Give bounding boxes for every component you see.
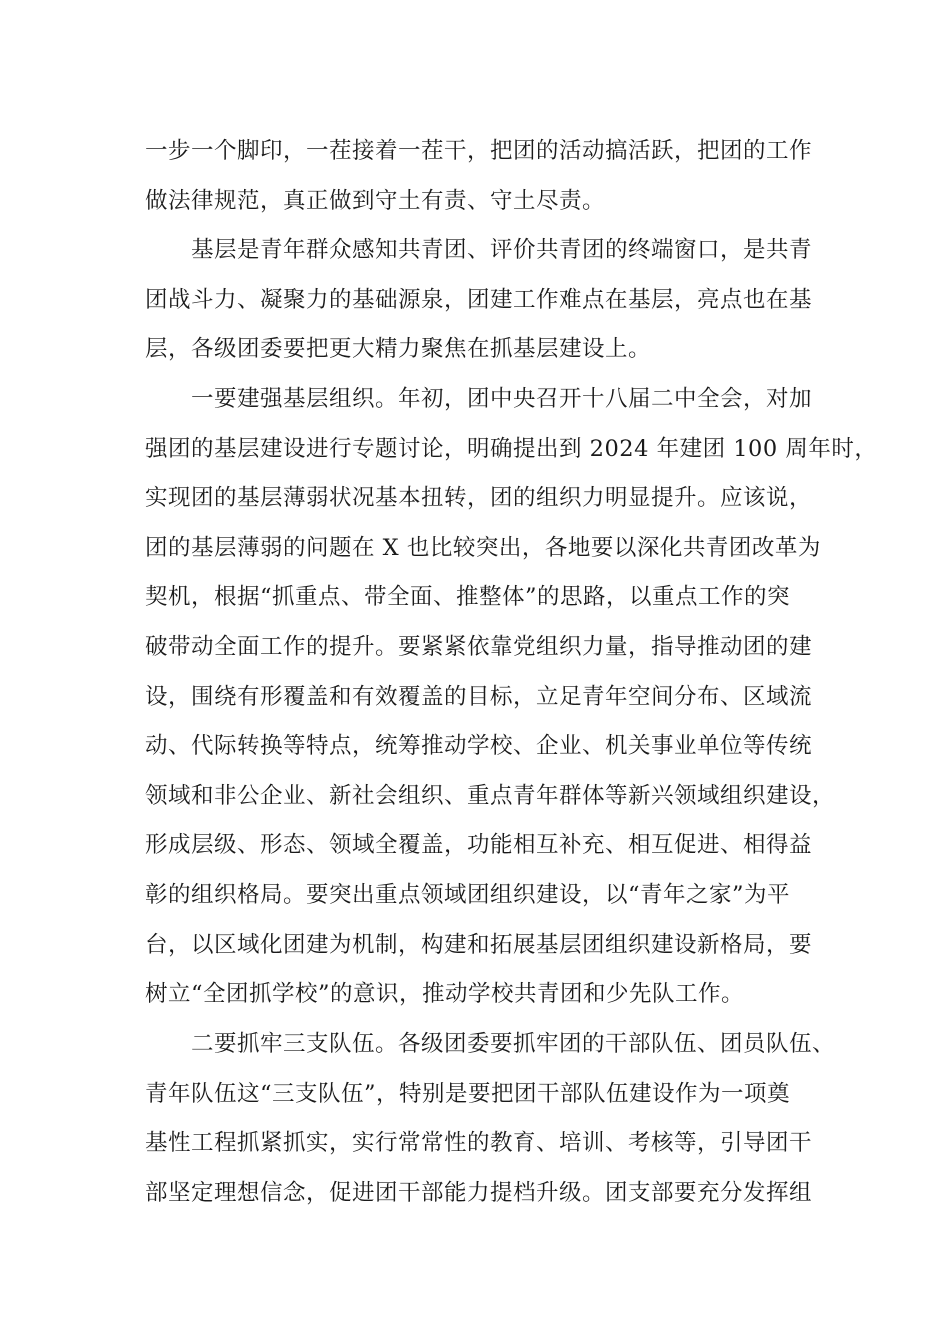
paragraph-line: 团的基层薄弱的问题在 X 也比较突出，各地要以深化共青团改革为 [145, 534, 821, 561]
paragraph-line: 树立“全团抓学校”的意识，推动学校共青团和少先队工作。 [145, 981, 745, 1008]
paragraph-2 [145, 226, 835, 375]
paragraph-line: 破带动全面工作的提升。要紧紧依靠党组织力量，指导推动团的建 [145, 633, 813, 660]
paragraph-line: 部坚定理想信念，促进团干部能力提档升级。团支部要充分发挥组 [145, 1179, 813, 1206]
paragraph-line: 一步一个脚印，一茬接着一茬干，把团的活动搞活跃，把团的工作 [145, 138, 813, 164]
paragraph-line: 领域和非公企业、新社会组织、重点青年群体等新兴领域组织建设， [145, 782, 836, 809]
paragraph-line: 彰的组织格局。要突出重点领域团组织建设，以“青年之家”为平 [145, 881, 791, 908]
paragraph-3 [145, 375, 878, 1020]
paragraph-line: 强团的基层建设进行专题讨论，明确提出到 2024 年建团 100 周年时， [145, 435, 878, 462]
paragraph-line: 基层是青年群众感知共青团、评价共青团的终端窗口，是共青 [191, 237, 813, 263]
paragraph-line: 层，各级团委要把更大精力聚焦在抓基层建设上。 [145, 336, 652, 363]
paragraph-line: 二要抓牢三支队伍。各级团委要抓牢团的干部队伍、团员队伍、 [191, 1031, 836, 1057]
paragraph-line: 基性工程抓紧抓实，实行常常性的教育、培训、考核等，引导团干 [145, 1130, 813, 1157]
paragraph-1 [145, 127, 835, 226]
paragraph-line: 做法律规范，真正做到守土有责、守土尽责。 [145, 187, 606, 214]
paragraph-line: 一要建强基层组织。年初，团中央召开十八届二中全会，对加 [191, 386, 813, 412]
paragraph-line: 青年队伍这“三支队伍”，特别是要把团干部队伍建设作为一项奠 [145, 1080, 791, 1107]
paragraph-4 [145, 1020, 835, 1218]
paragraph-line: 形成层级、形态、领域全覆盖，功能相互补充、相互促进、相得益 [145, 832, 813, 859]
paragraph-line: 设，围绕有形覆盖和有效覆盖的目标，立足青年空间分布、区域流 [145, 683, 813, 710]
paragraph-line: 实现团的基层薄弱状况基本扭转，团的组织力明显提升。应该说， [145, 485, 813, 512]
paragraph-line: 团战斗力、凝聚力的基础源泉，团建工作难点在基层，亮点也在基 [145, 286, 813, 313]
paragraph-line: 动、代际转换等特点，统筹推动学校、企业、机关事业单位等传统 [145, 733, 813, 760]
paragraph-line: 台，以区域化团建为机制，构建和拓展基层团组织建设新格局，要 [145, 931, 813, 958]
paragraph-line: 契机，根据“抓重点、带全面、推整体”的思路，以重点工作的突 [145, 584, 791, 611]
